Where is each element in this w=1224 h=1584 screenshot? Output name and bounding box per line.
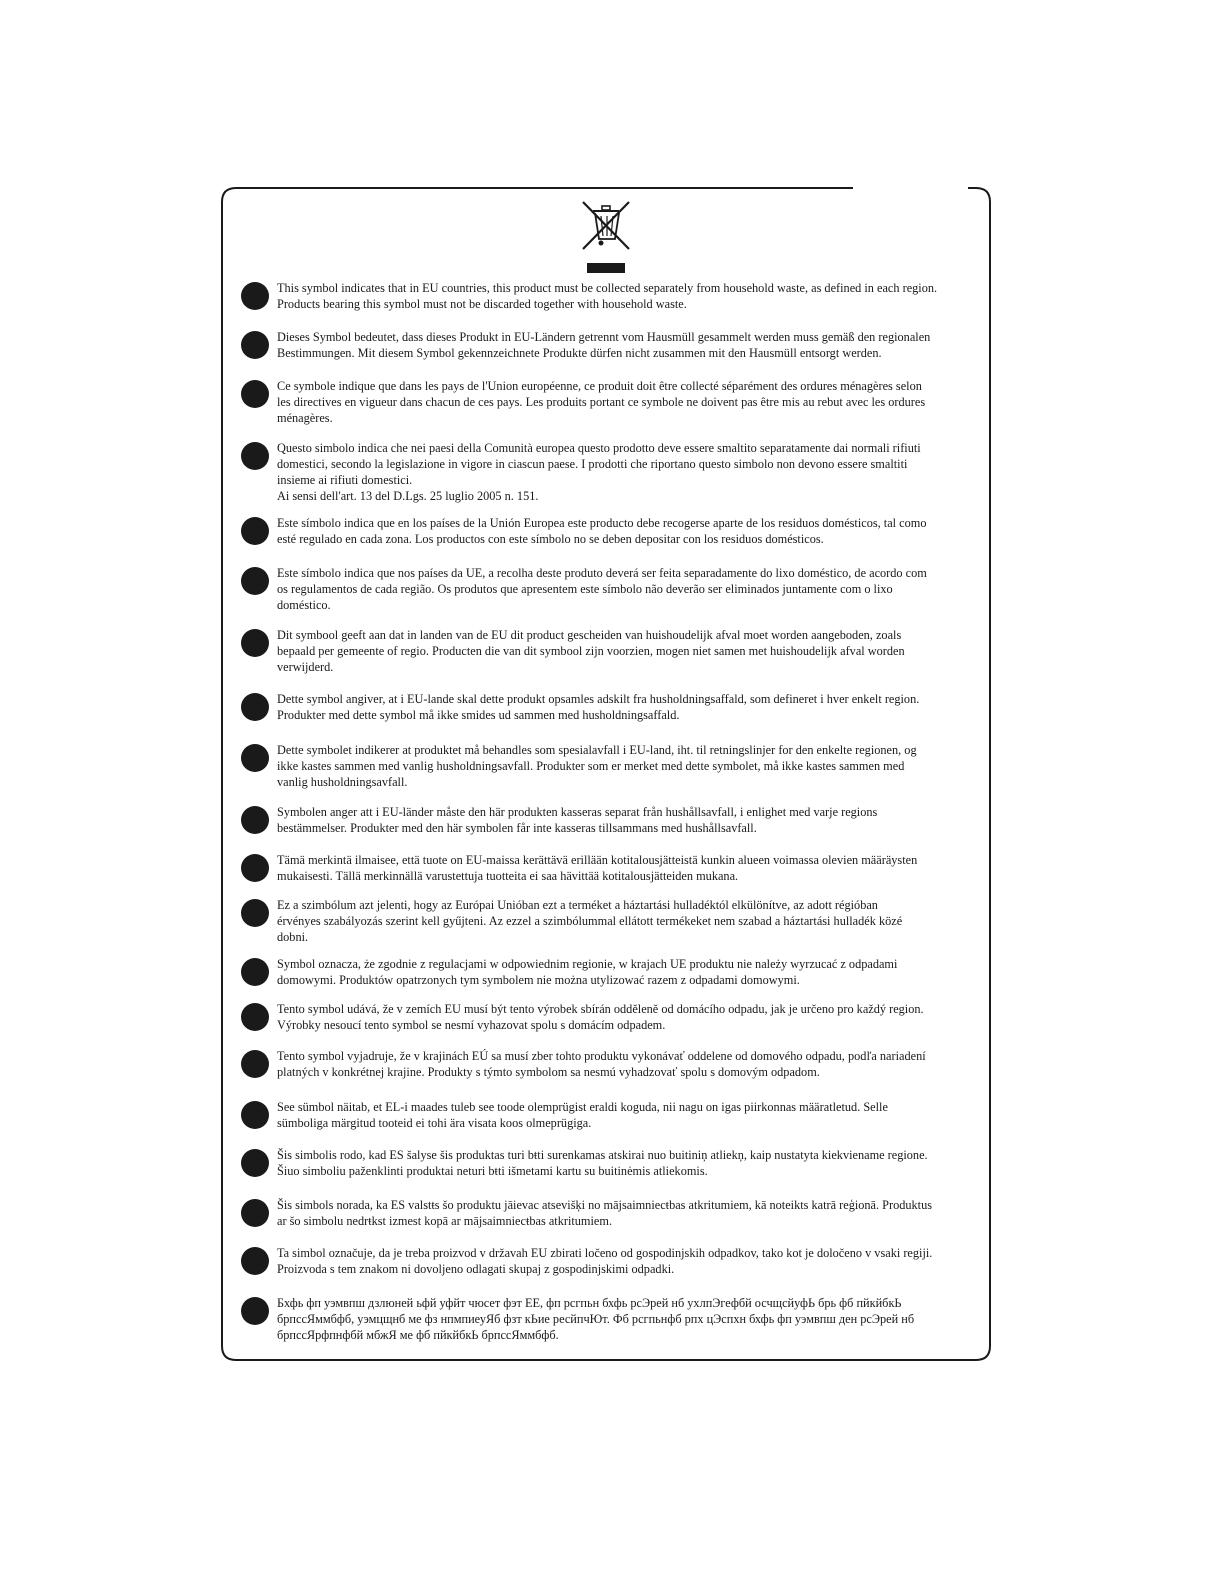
notice-text: Symbolen anger att i EU-länder måste den här produkten kasseras separat från hushållsavfall, i enlighet med varje regions bestämmelser. Produkter med den här symbolen får inte kasseras tillsammans med hushållsavfall.	[277, 805, 878, 835]
bullet-icon	[241, 1003, 269, 1031]
notice-text: Questo simbolo indica che nei paesi della Comunità europea questo prodotto deve essere smaltito separatamente dai normali rifiuti domestici, secondo la legislazione in vigore in ciascun paese. I prodotti che riportano questo simbolo non devono essere smaltiti insieme ai rifiuti domestici. Ai sensi dell'art. 13 del D.Lgs. 25 luglio 2005 n. 151.	[277, 441, 921, 503]
notice-text: Este símbolo indica que nos países da UE, a recolha deste produto deverá ser feita separadamente do lixo doméstico, de acordo com os regulamentos de cada região. Os produtos que apresentem este símbolo não deverão ser eliminados juntamente com o lixo doméstico.	[277, 566, 927, 612]
bullet-icon	[241, 517, 269, 545]
notice-text: Бхфь фп уэмвпш дзлюней ьфй уфйт чюсет фэт ЕЕ, фп рсгпьн бхфь рсЭрей нб ухлпЭгефбй осчщсйуфЬ брь фб пйкйбкЬ брпссЯммбфб, уэмцщнб ме фз нпмпиеуЯб фзт кЬие ресйпчЮт. Фб рсгпьнфб рпх цЭспхн бхфь фп уэмвпш ден рсЭрей нб брпссЯрфпнфбй мбжЯ ме фб пйкйбкЬ брпссЯммбфб.	[277, 1296, 915, 1342]
bullet-icon	[241, 282, 269, 310]
notice-text: Este símbolo indica que en los países de la Unión Europea este producto debe recogerse aparte de los residuos domésticos, tal como esté regulado en cada zona. Los productos con este símbolo no se deben depositar con los residuos domésticos.	[277, 516, 927, 546]
bullet-icon	[241, 1050, 269, 1078]
notice-text: Ez a szimbólum azt jelenti, hogy az Európai Unióban ezt a terméket a háztartási hulladéktól elkülönítve, az adott régióban érvényes szabályozás szerint kell gyűjteni. Az ezzel a szimbólummal ellátott termékeket nem szabad a háztartási hulladék közé dobni.	[277, 898, 903, 944]
bullet-icon	[241, 1199, 269, 1227]
notice-text: Dette symbol angiver, at i EU-lande skal dette produkt opsamles adskilt fra husholdningsaffald, som defineret i hver enkelt region. Produkter med dette symbol må ikke smides ud sammen med husholdningsaffald.	[277, 692, 920, 722]
notice-text: Šis simbolis rodo, kad ES šalyse šis produktas turi bŧti surenkamas atskirai nuo buitiniņ atliekņ, kaip nustatyta kiekviename regione. Šiuo simboliu paženklinti produktai neturi bŧti išmetami kartu su buitinėmis atliekomis.	[277, 1148, 928, 1178]
notice-text: Dit symbool geeft aan dat in landen van de EU dit product gescheiden van huishoudelijk afval moet worden aangeboden, zoals bepaald per gemeente of regio. Producten die van dit symbool zijn voorzien, mogen niet samen met huishoudelijk afval worden verwijderd.	[277, 628, 905, 674]
bullet-icon	[241, 567, 269, 595]
bullet-icon	[241, 806, 269, 834]
bullet-icon	[241, 1149, 269, 1177]
bullet-icon	[241, 442, 269, 470]
bullet-icon	[241, 899, 269, 927]
notice-text: Šis simbols norada, ka ES valstŧs šo produktu jāievac atsevišķi no mājsaimniecŧbas atkritumiem, kā noteikts katrā reģionā. Produktus ar šo simbolu nedrŧkst izmest kopā ar mājsaimniecŧbas atkritumiem.	[277, 1198, 933, 1228]
notice-text: Symbol oznacza, że zgodnie z regulacjami w odpowiednim regionie, w krajach UE produktu nie należy wyrzucać z odpadami domowymi. Produktów opatrzonych tym symbolem nie można utylizować razem z odpadami domowymi.	[277, 957, 898, 987]
bullet-icon	[241, 629, 269, 657]
bullet-icon	[241, 1297, 269, 1325]
bullet-icon	[241, 331, 269, 359]
notice-text: This symbol indicates that in EU countries, this product must be collected separately from household waste, as defined in each region. Products bearing this symbol must not be discarded together with household waste.	[277, 281, 938, 311]
notice-text: Tento symbol vyjadruje, že v krajinách EÚ sa musí zber tohto produktu vykonávať oddelene od domového odpadu, podľa nariadení platných v konkrétnej krajine. Produkty s týmto symbolom sa nesmú vyhadzovať spolu s domovým odpadom.	[277, 1049, 926, 1079]
notice-text: Dette symbolet indikerer at produktet må behandles som spesialavfall i EU-land, iht. til retningslinjer for den enkelte regionen, og ikke kastes sammen med vanlig husholdningsavfall. Produkter som er merket med dette symbolet, må ikke kastes sammen med vanlig husholdningsavfall.	[277, 743, 917, 789]
bullet-icon	[241, 1247, 269, 1275]
bullet-icon	[241, 693, 269, 721]
notice-text: Ce symbole indique que dans les pays de l'Union européenne, ce produit doit être collecté séparément des ordures ménagères selon les directives en vigueur dans chacun de ces pays. Les produits portant ce symbole ne doivent pas être mis au rebut avec les ordures ménagères.	[277, 379, 926, 425]
bullet-icon	[241, 380, 269, 408]
bullet-icon	[241, 958, 269, 986]
bullet-icon	[241, 744, 269, 772]
notice-text: See sümbol näitab, et EL-i maades tuleb see toode olemprügist eraldi koguda, nii nagu on igas piirkonnas määratletud. Selle sümboliga märgitud tooteid ei tohi ära visata koos olmeprügiga.	[277, 1100, 888, 1130]
bullet-icon	[241, 1101, 269, 1129]
notice-text: Tämä merkintä ilmaisee, että tuote on EU-maissa kerättävä erillään kotitalousjätteistä kunkin alueen voimassa olevien määräysten mukaisesti. Tällä merkinnällä varustettuja tuotteita ei saa hävittää kotitalousjätteiden mukana.	[277, 853, 918, 883]
notice-text: Tento symbol udává, že v zemích EU musí být tento výrobek sbírán odděleně od domácího odpadu, jak je určeno pro každý region. Výrobky nesoucí tento symbol se nesmí vyhazovat spolu s domácím odpadem.	[277, 1002, 924, 1032]
notice-text: Ta simbol označuje, da je treba proizvod v državah EU zbirati ločeno od gospodinjskih odpadkov, tako kot je določeno v vsaki regiji. Proizvoda s tem znakom ni dovoljeno odlagati skupaj z gospodinjskimi odpadki.	[277, 1246, 933, 1276]
notice-text: Dieses Symbol bedeutet, dass dieses Produkt in EU-Ländern getrennt vom Hausmüll gesammelt werden muss gemäß den regionalen Bestimmungen. Mit diesem Symbol gekennzeichnete Produkte dürfen nicht zusammen mit den Hausmüll entsorgt werden.	[277, 330, 931, 360]
bullet-icon	[241, 854, 269, 882]
